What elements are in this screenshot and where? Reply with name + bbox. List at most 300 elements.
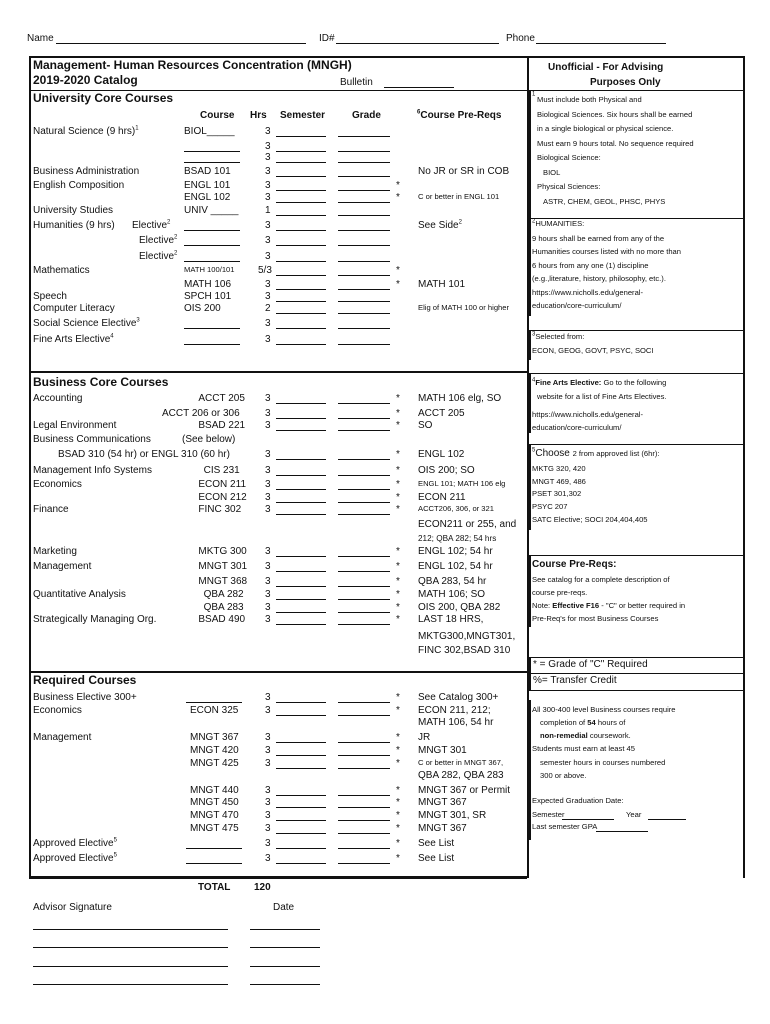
- grade-c-marker: *: [396, 614, 400, 625]
- last18-extra: MKTG300,MNGT301,: [418, 631, 516, 642]
- signature-line[interactable]: [33, 966, 228, 967]
- course-code: MKTG 300: [198, 546, 247, 557]
- divider: [529, 90, 743, 91]
- hours: 3: [265, 504, 271, 515]
- grade-c-marker: *: [396, 576, 400, 587]
- grade-field[interactable]: [338, 786, 390, 796]
- semester-field[interactable]: [276, 746, 326, 756]
- semester-field[interactable]: [276, 236, 326, 246]
- course-prereq-text: MATH 106 elg, SO: [418, 393, 502, 404]
- advising-note: 300 or above.: [540, 771, 587, 780]
- semester-field[interactable]: [276, 811, 326, 821]
- footnote-ref: 5: [113, 852, 117, 859]
- grade-c-marker: *: [396, 408, 400, 419]
- course-prereq: [418, 304, 509, 313]
- grade-c-marker: *: [396, 479, 400, 490]
- semester-field[interactable]: [276, 142, 326, 152]
- row-label: [33, 265, 90, 277]
- semester-field[interactable]: [276, 562, 326, 572]
- note-border: [529, 373, 531, 433]
- course-field[interactable]: [184, 236, 240, 246]
- graduation-semester-field[interactable]: [562, 819, 614, 820]
- note-border: [529, 555, 531, 627]
- note4-title: $^4$Fine Arts Elective: Go to the following: [532, 377, 667, 387]
- course-code: UNIV _____: [184, 205, 239, 216]
- course-field[interactable]: [184, 153, 240, 163]
- hours: 3: [265, 589, 271, 600]
- note-line: in a single biological or physical science.: [537, 124, 674, 133]
- hours: 3: [265, 546, 271, 557]
- catalog-year: 2019-2020 Catalog: [33, 73, 138, 87]
- course-field[interactable]: [184, 319, 240, 329]
- grade-field[interactable]: [338, 505, 390, 515]
- semester-field[interactable]: [276, 615, 326, 625]
- semester-field[interactable]: [276, 466, 326, 476]
- hours: 3: [265, 492, 271, 503]
- finc-prereq-extra: 212; QBA 282; 54 hrs: [418, 534, 497, 543]
- row-label-text: Approved Elective: [33, 853, 114, 864]
- grade-c-marker: *: [396, 504, 400, 515]
- semester-field[interactable]: [276, 824, 326, 834]
- course-field[interactable]: [186, 854, 242, 864]
- note-border: [529, 90, 531, 218]
- semester-field[interactable]: [276, 733, 326, 743]
- hours: 3: [265, 602, 271, 613]
- course-code: FINC 302: [198, 504, 242, 515]
- divider: [529, 330, 743, 331]
- course-prereq-text: QBA 283, 54 hr: [418, 576, 487, 587]
- row-label-text: Business Administration: [33, 166, 140, 177]
- semester-field[interactable]: [276, 493, 326, 503]
- grade-field[interactable]: [338, 266, 390, 276]
- row-label: [33, 614, 156, 626]
- semester-field[interactable]: [276, 221, 326, 231]
- total-value: 120: [254, 882, 271, 893]
- course-code: MNGT 450: [190, 797, 239, 808]
- semester-field[interactable]: [276, 706, 326, 716]
- mngt425-extra: QBA 282, QBA 283: [418, 770, 504, 781]
- course-code: MATH 100/101: [184, 265, 235, 274]
- row-label: [33, 692, 137, 704]
- hours: 3: [265, 705, 271, 716]
- row-label-text: Quantitative Analysis: [33, 589, 126, 600]
- row-label: [33, 465, 152, 477]
- date-line[interactable]: [250, 984, 320, 985]
- hours: 3: [265, 810, 271, 821]
- note-line: BIOL: [543, 167, 561, 177]
- course-prereq-text: LAST 18 HRS,: [418, 614, 484, 625]
- divider: [529, 673, 743, 674]
- course-code: ENGL 101: [184, 180, 231, 191]
- grade-field[interactable]: [338, 127, 390, 137]
- note-line: https://www.nicholls.edu/general-: [532, 287, 644, 297]
- semester-field[interactable]: [276, 280, 326, 290]
- semester-field[interactable]: [276, 206, 326, 216]
- hours: 3: [265, 797, 271, 808]
- grade-field[interactable]: [338, 167, 390, 177]
- grade-c-marker: *: [396, 602, 400, 613]
- hours: 3: [265, 853, 271, 864]
- row-label-text: University Studies: [33, 205, 114, 216]
- course-prereq-text: MNGT 367 or Permit: [418, 785, 511, 796]
- grade-field[interactable]: [338, 221, 390, 231]
- course-prereq: [418, 505, 494, 514]
- grade-field[interactable]: [338, 181, 390, 191]
- footnote-ref: 3: [136, 317, 140, 324]
- bus-comm-course: (See below): [182, 434, 236, 445]
- grade-field[interactable]: [338, 236, 390, 246]
- semester-field[interactable]: [276, 693, 326, 703]
- semester-field[interactable]: [276, 786, 326, 796]
- note-line: 9 hours shall be earned from any of the: [532, 234, 665, 243]
- row-label-text: Finance: [33, 504, 69, 515]
- date-line[interactable]: [250, 929, 320, 930]
- grade-field[interactable]: [338, 577, 390, 587]
- row-label-text: Computer Literacy: [33, 303, 115, 314]
- phone-field[interactable]: [536, 43, 666, 44]
- semester-field[interactable]: [276, 304, 326, 314]
- grade-field[interactable]: [338, 811, 390, 821]
- grade-c-marker: *: [396, 393, 400, 404]
- note-line: MKTG 320, 420: [532, 464, 586, 473]
- course-code: ENGL 102: [184, 192, 231, 203]
- course-prereq-text: ENGL 102, 54 hr: [418, 561, 493, 572]
- grade-c-marker: *: [396, 465, 400, 476]
- row-label-text: Mathematics: [33, 265, 90, 276]
- hours: 3: [265, 479, 271, 490]
- bus-comm-label: Business Communications: [33, 434, 151, 445]
- course-prereq-text: SO: [418, 420, 433, 431]
- course-prereq: [418, 759, 503, 768]
- hours: 3: [265, 758, 271, 769]
- grade-field[interactable]: [338, 280, 390, 290]
- course-field[interactable]: [184, 221, 240, 231]
- course-code: ECON 325: [190, 705, 239, 716]
- semester-field[interactable]: [276, 577, 326, 587]
- semester-field[interactable]: [276, 854, 326, 864]
- semester-field[interactable]: [276, 421, 326, 431]
- hours: 3: [265, 180, 271, 191]
- course-code: OIS 200: [184, 303, 221, 314]
- graduation-date-label: Expected Graduation Date:: [532, 796, 624, 805]
- advising-note: non-remedial coursework.: [540, 731, 631, 740]
- note4-text: website for a list of Fine Arts Electives.: [537, 392, 667, 401]
- course-prereq: [418, 480, 505, 489]
- row-label: [33, 705, 82, 717]
- grade-field[interactable]: [338, 319, 390, 329]
- grade-c-marker: *: [396, 589, 400, 600]
- note-line: (e.g.,literature, history, philosophy, etc.).: [532, 274, 666, 284]
- grade-field[interactable]: [338, 493, 390, 503]
- date-line[interactable]: [250, 966, 320, 967]
- footnote-ref: 1: [135, 125, 139, 132]
- semester-field[interactable]: [276, 450, 326, 460]
- finc-prereq-extra: ECON211 or 255, and: [418, 519, 517, 530]
- grade-field[interactable]: [338, 693, 390, 703]
- note-line: Must earn 9 hours total. No sequence required: [537, 138, 694, 148]
- row-label-text: Management: [33, 561, 92, 572]
- course-field[interactable]: [184, 335, 240, 345]
- grade-c-marker: *: [396, 492, 400, 503]
- row-label: [33, 303, 115, 315]
- semester-field[interactable]: [276, 181, 326, 191]
- note-line: SATC Elective; SOCI 204,404,405: [532, 514, 648, 524]
- name-field[interactable]: [56, 43, 306, 44]
- course-code: MNGT 368: [198, 576, 248, 587]
- semester-field[interactable]: [276, 319, 326, 329]
- semester-field[interactable]: [276, 590, 326, 600]
- bsad310-hrs: 3: [265, 449, 271, 460]
- semester-field[interactable]: [276, 480, 326, 490]
- row-label-text: English Composition: [33, 180, 125, 191]
- grade-field[interactable]: [338, 839, 390, 849]
- semester-field[interactable]: [276, 798, 326, 808]
- grade-field[interactable]: [338, 466, 390, 476]
- graduation-year-field[interactable]: [648, 819, 686, 820]
- note3-title: $^3$Selected from:: [532, 331, 585, 341]
- row-label: [33, 318, 140, 330]
- divider: [529, 373, 743, 374]
- grade-field[interactable]: [338, 292, 390, 302]
- course-prereq-text: See Catalog 300+: [418, 692, 499, 703]
- id-field[interactable]: [336, 43, 499, 44]
- hours: 3: [265, 152, 271, 163]
- grade-field[interactable]: [338, 854, 390, 864]
- hours: 3: [265, 838, 271, 849]
- course-prereq-text: MNGT 367: [418, 823, 467, 834]
- hours: 3: [265, 614, 271, 625]
- grade-field[interactable]: [338, 421, 390, 431]
- course-prereq: [418, 193, 499, 202]
- course-prereq: [418, 546, 493, 558]
- grade-field[interactable]: [338, 206, 390, 216]
- hours: 3: [265, 576, 271, 587]
- semester-field[interactable]: [276, 547, 326, 557]
- course-code: BIOL_____: [184, 126, 235, 137]
- prereq-note-title: Course Pre-Reqs:: [532, 559, 617, 570]
- row-label-text: Economics: [33, 479, 82, 490]
- hours: 3: [265, 220, 271, 231]
- legend-transfer: %= Transfer Credit: [533, 675, 617, 686]
- row-label: [33, 546, 77, 558]
- grade-field[interactable]: [338, 335, 390, 345]
- course-prereq: [418, 692, 498, 704]
- semester-field[interactable]: [276, 759, 326, 769]
- course-code: MNGT 470: [190, 810, 239, 821]
- grade-field[interactable]: [338, 603, 390, 613]
- course-prereq: [418, 393, 501, 405]
- note-border: [529, 444, 531, 530]
- grade-field[interactable]: [338, 759, 390, 769]
- hours: 3: [265, 732, 271, 743]
- semester-field[interactable]: [276, 335, 326, 345]
- grade-field[interactable]: [338, 142, 390, 152]
- prereq-note-text: See catalog for a complete description of: [532, 575, 670, 584]
- grade-field[interactable]: [338, 706, 390, 716]
- grade-field[interactable]: [338, 252, 390, 262]
- course-code: MNGT 440: [190, 785, 239, 796]
- hours: 3: [265, 279, 271, 290]
- semester-field[interactable]: [276, 603, 326, 613]
- course-prereq: [418, 797, 467, 809]
- note-border: [529, 218, 531, 316]
- section-heading-university: University Core Courses: [33, 91, 174, 105]
- course-prereq: [418, 853, 454, 865]
- hours: 3: [265, 192, 271, 203]
- footnote-ref: 4: [110, 333, 114, 340]
- col-hrs: Hrs: [250, 110, 267, 121]
- phone-label: Phone: [506, 33, 535, 44]
- course-field[interactable]: [186, 839, 242, 849]
- signature-line[interactable]: [33, 984, 228, 985]
- semester-field[interactable]: [276, 394, 326, 404]
- course-prereq: [418, 823, 467, 835]
- note1-ref: [532, 93, 535, 102]
- hours: 3: [265, 465, 271, 476]
- hours: 1: [265, 205, 271, 216]
- footnote-ref: 5: [113, 837, 117, 844]
- graduation-year-label: Year: [626, 810, 642, 819]
- course-code: BSAD 490: [198, 614, 246, 625]
- col-prereq: $^6$Course Pre-Reqs: [417, 109, 502, 121]
- hours: 3: [265, 785, 271, 796]
- total-label: TOTAL: [198, 882, 231, 893]
- row-label: [33, 504, 69, 516]
- gpa-label: Last semester GPA: [532, 822, 598, 831]
- divider: [529, 657, 743, 658]
- hours: 3: [265, 291, 271, 302]
- grade-field[interactable]: [338, 480, 390, 490]
- hours: 3: [265, 692, 271, 703]
- semester-field[interactable]: [276, 167, 326, 177]
- course-code: BSAD 221: [198, 420, 246, 431]
- course-code: ECON 212: [198, 492, 247, 503]
- hours: 5/3: [258, 265, 272, 276]
- semester-field[interactable]: [276, 292, 326, 302]
- econ325-extra: MATH 106, 54 hr: [418, 717, 494, 728]
- date-line[interactable]: [250, 947, 320, 948]
- footnote-ref: 2: [458, 219, 462, 226]
- grade-field[interactable]: [338, 615, 390, 625]
- note-line: Humanities courses listed with no more than: [532, 247, 681, 257]
- col-course: Course: [200, 110, 235, 121]
- course-code: ACCT 205: [198, 393, 245, 404]
- grade-field[interactable]: [338, 798, 390, 808]
- grade-field[interactable]: [338, 450, 390, 460]
- course-prereq-text: ENGL 102; 54 hr: [418, 546, 493, 557]
- grade-c-marker: *: [396, 180, 400, 191]
- col-semester: Semester: [280, 110, 326, 121]
- semester-field[interactable]: [276, 153, 326, 163]
- note3-text: ECON, GEOG, GOVT, PSYC, SOCI: [532, 346, 654, 355]
- course-prereq-text: See Side: [418, 220, 459, 231]
- note-border: [529, 657, 531, 691]
- hours: 3: [265, 334, 271, 345]
- section-divider: [29, 371, 527, 373]
- bulletin-label: Bulletin: [340, 77, 373, 88]
- advising-note: semester hours in courses numbered: [540, 758, 666, 767]
- grade-c-marker: *: [396, 785, 400, 796]
- row-label: [33, 334, 114, 346]
- course-code: MATH 106: [184, 279, 232, 290]
- grade-c-marker: *: [396, 705, 400, 716]
- course-prereq-text: No JR or SR in COB: [418, 166, 510, 177]
- row-label-text: Speech: [33, 291, 67, 302]
- grade-field[interactable]: [338, 590, 390, 600]
- signature-line[interactable]: [33, 929, 228, 930]
- id-label: ID#: [319, 33, 335, 44]
- grade-c-marker: *: [396, 823, 400, 834]
- semester-field[interactable]: [276, 266, 326, 276]
- semester-field[interactable]: [276, 505, 326, 515]
- grade-c-marker: *: [396, 810, 400, 821]
- prereq-note-text: course pre-reqs.: [532, 588, 588, 597]
- note-line: education/core-curriculum/: [532, 301, 622, 310]
- course-prereq-text: Elig of MATH 100 or higher: [418, 303, 510, 312]
- course-prereq-text: C or better in ENGL 101: [418, 192, 500, 201]
- semester-field[interactable]: [276, 839, 326, 849]
- grade-field[interactable]: [338, 409, 390, 419]
- signature-line[interactable]: [33, 947, 228, 948]
- grade-field[interactable]: [338, 746, 390, 756]
- note-border: [529, 700, 531, 840]
- section-divider: [29, 877, 527, 879]
- row-label: [33, 166, 139, 178]
- course-prereq: [418, 785, 510, 797]
- grade-field[interactable]: [338, 153, 390, 163]
- grade-field[interactable]: [338, 547, 390, 557]
- course-code: BSAD 101: [184, 166, 231, 177]
- note-line: 6 hours from any one (1) discipline: [532, 260, 649, 270]
- course-prereq-text: ECON 211: [418, 492, 466, 503]
- semester-field[interactable]: [276, 409, 326, 419]
- course-field[interactable]: [186, 693, 242, 703]
- grade-field[interactable]: [338, 394, 390, 404]
- course-prereq: [418, 589, 485, 601]
- grade-c-marker: *: [396, 561, 400, 572]
- row-label: [33, 561, 91, 573]
- gpa-field[interactable]: [596, 831, 648, 832]
- row-label-text: Accounting: [33, 393, 83, 404]
- hours: 3: [265, 408, 271, 419]
- grade-c-marker: *: [396, 838, 400, 849]
- grade-field[interactable]: [338, 562, 390, 572]
- program-title: Management- Human Resources Concentration (MNGH): [33, 58, 352, 72]
- course-prereq-text: See List: [418, 838, 455, 849]
- grade-field[interactable]: [338, 733, 390, 743]
- course-prereq-text: MATH 101: [418, 279, 466, 290]
- date-label: Date: [273, 902, 295, 913]
- row-label-text: Business Elective 300+: [33, 692, 137, 703]
- grade-field[interactable]: [338, 193, 390, 203]
- course-prereq: [418, 732, 430, 744]
- semester-field[interactable]: [276, 193, 326, 203]
- course-field[interactable]: [184, 142, 240, 152]
- semester-field[interactable]: [276, 252, 326, 262]
- bulletin-field[interactable]: [384, 87, 454, 88]
- course-field[interactable]: [184, 252, 240, 262]
- row-label-text: Economics: [33, 705, 82, 716]
- row-label: [33, 732, 91, 744]
- course-prereq: [418, 420, 432, 432]
- grade-field[interactable]: [338, 304, 390, 314]
- row-label-text: Management Info Systems: [33, 465, 152, 476]
- row-label-text: Humanities (9 hrs): [33, 220, 115, 231]
- semester-field[interactable]: [276, 127, 326, 137]
- row-label-text: Natural Science (9 hrs): [33, 126, 136, 137]
- grade-c-marker: *: [396, 192, 400, 203]
- grade-field[interactable]: [338, 824, 390, 834]
